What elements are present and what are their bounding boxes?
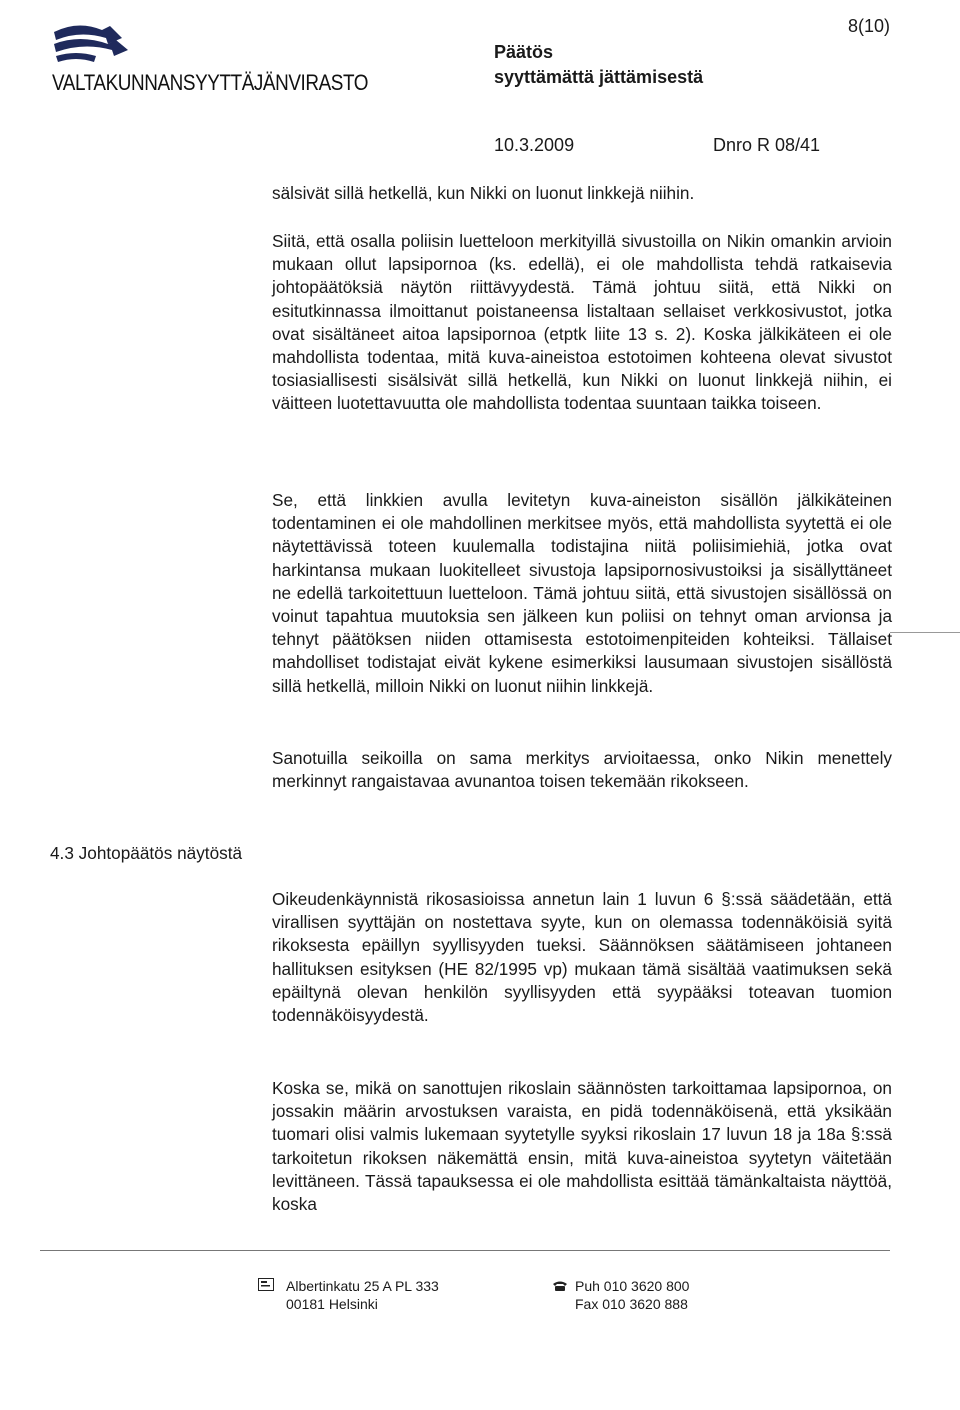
document-subtitle: syyttämättä jättämisestä — [494, 67, 704, 87]
footer-address-line2: 00181 Helsinki — [286, 1296, 378, 1312]
footer-fax: Fax 010 3620 888 — [575, 1296, 688, 1312]
paragraph-list-sites: Siitä, että osalla poliisin luetteloon merkityillä sivustoilla on Nikin omankin arvioin mukaan ollut lapsipornoa (ks. edellä), ei ole mahdollista tehdä ratkaisevia johtopäätöksiä näytön riittävyydestä. Tämä johtuu siitä, että Nikki on esitutkinnassa ilmoittanut poistaneensa listaltaan sellaiset verkkosivustot, jotka ovat sisältäneet aitoa lapsipornoa (etptk liite 13 s. 2). Koska jälkikäteen ei ole mahdollista todentaa, mitä kuva-aineistoa estotoimen kohteena olevat sivustot tosiasiallisesti sisälsivät sillä hetkellä, kun Nikki on luonut linkkejä niihin, ei väitteen luotettavuutta ole mahdollista todentaa suuntaan taikka toiseen. — [272, 231, 892, 414]
document-type: Päätös — [494, 42, 554, 62]
document-date: 10.3.2009 — [494, 135, 575, 155]
paragraph-aiding: Sanotuilla seikoilla on sama merkitys arvioitaessa, onko Nikin menettely merkinnyt rangaistavaa avunantoa toisen tekemään rikokseen. — [272, 748, 892, 792]
footer-phone: Puh 010 3620 800 — [575, 1278, 690, 1294]
margin-mark — [890, 632, 960, 633]
paragraph-legal-basis: Oikeudenkäynnistä rikosasioissa annetun lain 1 luvun 6 §:ssä säädetään, että virallisen syyttäjän on nostettava syyte, kun on olemassa todennäköisiä syitä rikoksesta epäillyn syyllisyyden tueksi. Säännöksen säätämiseen johtaneen hallituksen esityksen (HE 82/1995 vp) mukaan tämä sisältää vaatimuksen sekä epäiltynä olevan henkilön syyllisyyden että syypääksi toteavan tuomion todennäköisyydestä. — [272, 889, 892, 1026]
telephone-icon — [552, 1279, 568, 1295]
footer-divider — [40, 1250, 890, 1251]
paragraph-continuation: sälsivät sillä hetkellä, kun Nikki on luonut linkkejä niihin. — [272, 183, 695, 203]
agency-arrows-logo-icon — [50, 18, 150, 68]
mailbox-icon — [258, 1278, 274, 1294]
paragraph-conclusion: Koska se, mikä on sanottujen rikoslain säännösten tarkoittamaa lapsipornoa, on jossakin määrin arvostuksen varaista, en pidä todennäköisenä, että yksikään tuomari olisi valmis lukemaan syytetylle syyksi rikoslain 17 luvun 18 ja 18a §:ssä tarkoitetun rikoksen näkemättä ensin, mitä kuva-aineistoa syytetyn väitetään levittäneen. Tässä tapauksessa ei ole mahdollista esittää tämänkaltaista näyttöä, koska — [272, 1078, 892, 1215]
paragraph-verification: Se, että linkkien avulla levitetyn kuva-aineiston sisällön jälkikäteinen todentaminen ei ole mahdollinen merkitsee myös, että mahdollista syytettä ei ole näytettävissä toteen kuulemalla todistajina niitä poliisimiehiä, jotka ovat harkintansa mukaan luokitelleet sivustoja lapsipornosivustoiksi ja sisällyttäneet ne edellä tarkoitettuun luetteloon. Tämä johtuu siitä, että sivustojen sisällössä on voinut tapahtua muutoksia sen jälkeen kun poliisi on tehnyt oman arvionsa ja tehnyt päätöksen niiden ottamisesta estotoimenpiteiden kohteiksi. Tällaiset mahdolliset todistajat eivät kykene esimerkiksi lausumaan sivustojen sisällöstä sillä hetkellä, milloin Nikki on luonut niihin linkkejä. — [272, 490, 892, 696]
page-number: 8(10) — [847, 16, 890, 36]
agency-name: VALTAKUNNANSYYTTÄJÄNVIRASTO — [52, 70, 369, 95]
section-heading: 4.3 Johtopäätös näytöstä — [50, 843, 243, 863]
document-reference-number: Dnro R 08/41 — [713, 135, 821, 155]
footer-address-line1: Albertinkatu 25 A PL 333 — [286, 1278, 439, 1294]
